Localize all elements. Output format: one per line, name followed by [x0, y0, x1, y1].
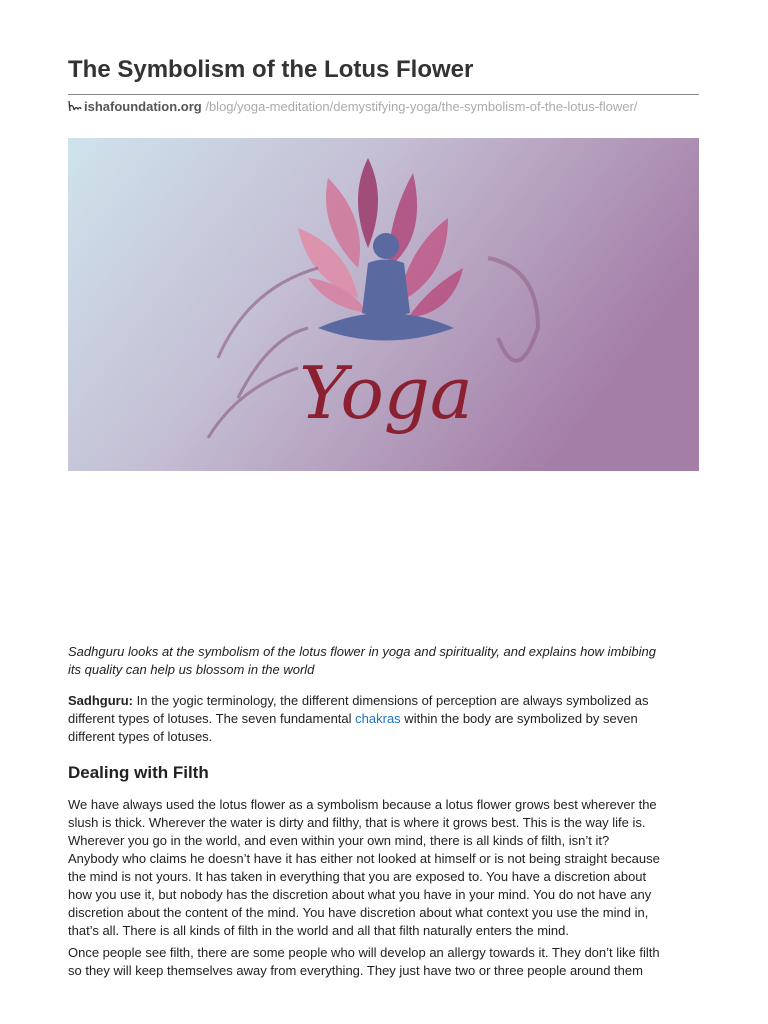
paragraph-text: different types of lotuses. [68, 729, 213, 744]
paragraph-line: that’s all. There is all kinds of filth in the world and all that filth naturally enters the mind. [68, 923, 570, 938]
source-path[interactable]: /blog/yoga-meditation/demystifying-yoga/the-symbolism-of-the-lotus-flower/ [205, 99, 638, 114]
chakras-link[interactable]: chakras [355, 711, 401, 726]
section-heading: Dealing with Filth [68, 763, 209, 782]
source-domain[interactable]: ishafoundation.org [84, 99, 202, 114]
paragraph-line: so they will keep themselves away from everything. They just have two or three people around them [68, 963, 643, 978]
paragraph-text: within the body are symbolized by seven [400, 711, 638, 726]
hero-lettering: Yoga [299, 351, 473, 435]
paragraph-line: Once people see filth, there are some people who will develop an allergy towards it. They don’t like filth [68, 945, 660, 960]
intro-line: its quality can help us blossom in the world [68, 662, 315, 677]
source-url[interactable] [68, 99, 637, 114]
paragraph-line: Anybody who claims he doesn’t have it has either not looked at himself or is not being straight because [68, 851, 660, 866]
paragraph-filth [68, 796, 708, 940]
paragraph-allergy [68, 944, 708, 980]
paragraph-line: discretion about the content of the mind. You have discretion about what context you use the mind in, [68, 905, 649, 920]
paragraph-line: the mind is not yours. It has taken in everything that you are exposed to. You have a discretion about [68, 869, 647, 884]
paragraph-line: how you use it, but nobody has the discretion about what you have in your mind. You do not have any [68, 887, 652, 902]
paragraph-line: slush is thick. Wherever the water is dirty and filthy, that is where it grows best. This is the way life is. [68, 815, 646, 830]
paragraph-chakras [68, 692, 708, 746]
intro-summary [68, 643, 708, 679]
paragraph-text: In the yogic terminology, the different dimensions of perception are always symbolized as [133, 693, 649, 708]
intro-line: Sadhguru looks at the symbolism of the lotus flower in yoga and spirituality, and explains how imbibing [68, 644, 656, 659]
hero-image [68, 138, 699, 471]
page-title: The Symbolism of the Lotus Flower [68, 56, 474, 83]
paragraph-line: Wherever you go in the world, and even within your own mind, there is all kinds of filth, isn’t it? [68, 833, 610, 848]
paragraph-line: We have always used the lotus flower as a symbolism because a lotus flower grows best wherever the [68, 797, 657, 812]
isha-logo-icon [68, 100, 82, 112]
speaker-label: Sadhguru: [68, 693, 133, 708]
paragraph-text: different types of lotuses. The seven fundamental [68, 711, 356, 726]
title-divider [68, 94, 699, 95]
